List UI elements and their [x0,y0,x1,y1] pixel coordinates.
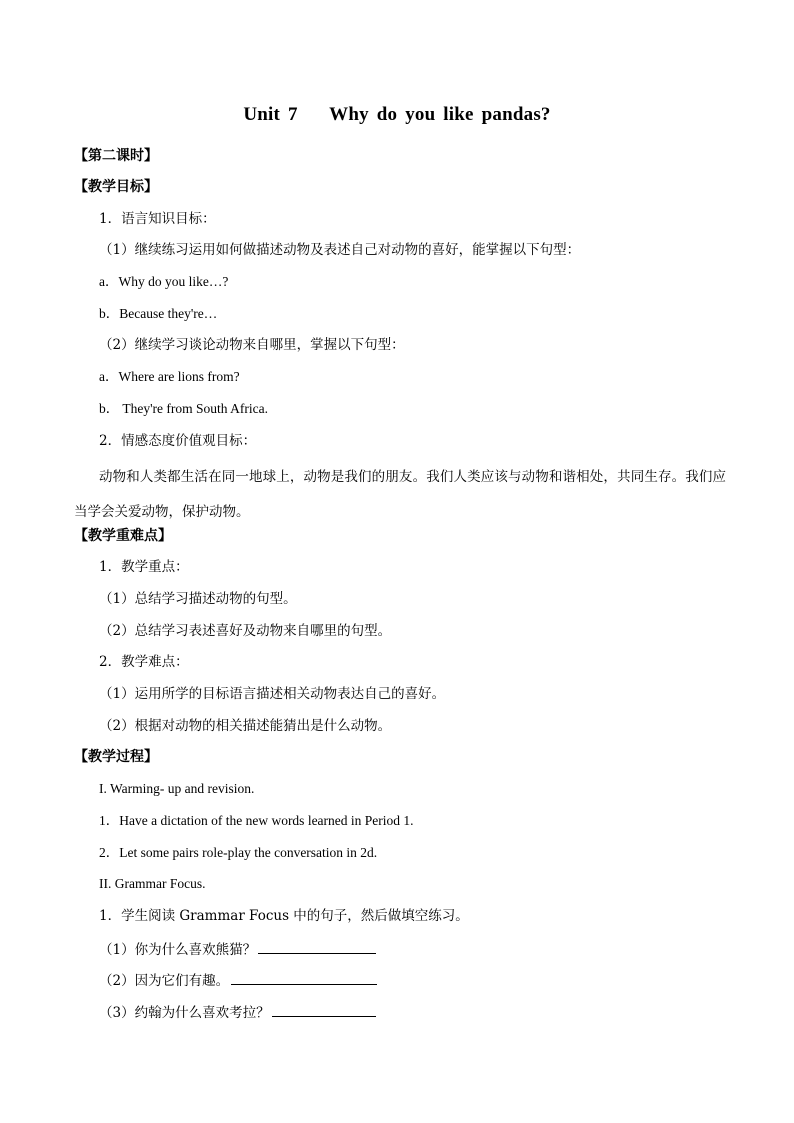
process-step2-1: 1．学生阅读 Grammar Focus 中的句子，然后做填空练习。 [99,908,469,924]
process-step1: I. Warming- up and revision. [99,781,255,796]
exercise-2 [99,970,377,990]
exercise-2-text: （2）因为它们有趣。 [99,973,230,989]
objective-sub1-a: a．Why do you like…? [99,274,229,289]
exercise-2-blank[interactable] [231,970,377,985]
objective-sub2-a: a．Where are lions from? [99,369,240,384]
language-goal-label: 1．语言知识目标： [99,211,216,227]
key-points-heading: 【教学重难点】 [74,528,172,544]
exercise-3 [99,1002,376,1022]
exercise-1 [99,939,376,959]
difficulty-item-1: （1）运用所学的目标语言描述相关动物表达自己的喜好。 [99,686,446,702]
difficulty-item-2: （2）根据对动物的相关描述能猜出是什么动物。 [99,718,392,734]
objective-sub2: （2）继续学习谈论动物来自哪里，掌握以下句型： [99,337,405,353]
process-heading: 【教学过程】 [74,749,158,765]
focus-label: 1．教学重点： [99,559,189,575]
objectives-heading: 【教学目标】 [74,179,158,195]
process-step1-2: 2．Let some pairs role-play the conversation in 2d. [99,845,378,860]
objective-sub2-b: b． They're from South Africa. [99,401,269,416]
exercise-3-text: （3）约翰为什么喜欢考拉？ [99,1005,270,1021]
difficulty-label: 2．教学难点： [99,654,189,670]
objective-sub1-b: b．Because they're… [99,306,218,321]
exercise-1-blank[interactable] [258,939,376,954]
period-label: 【第二课时】 [74,148,158,164]
focus-item-2: （2）总结学习表述喜好及动物来自哪里的句型。 [99,623,392,639]
process-step1-1: 1．Have a dictation of the new words learned in Period 1. [99,813,414,828]
objective-sub1: （1）继续练习运用如何做描述动物及表述自己对动物的喜好，能掌握以下句型： [99,242,581,258]
document-title: Unit 7 Why do you like pandas? [243,104,551,125]
emotion-goal-label: 2．情感态度价值观目标： [99,433,257,449]
focus-item-1: （1）总结学习描述动物的句型。 [99,591,297,607]
exercise-3-blank[interactable] [272,1002,376,1017]
emotion-goal-text: 动物和人类都生活在同一地球上，动物是我们的朋友。我们人类应该与动物和谐相处，共同生存。我们应当学会关爱动物，保护动物。 [74,469,726,520]
exercise-1-text: （1）你为什么喜欢熊猫？ [99,942,257,958]
process-step2: II. Grammar Focus. [99,876,206,891]
